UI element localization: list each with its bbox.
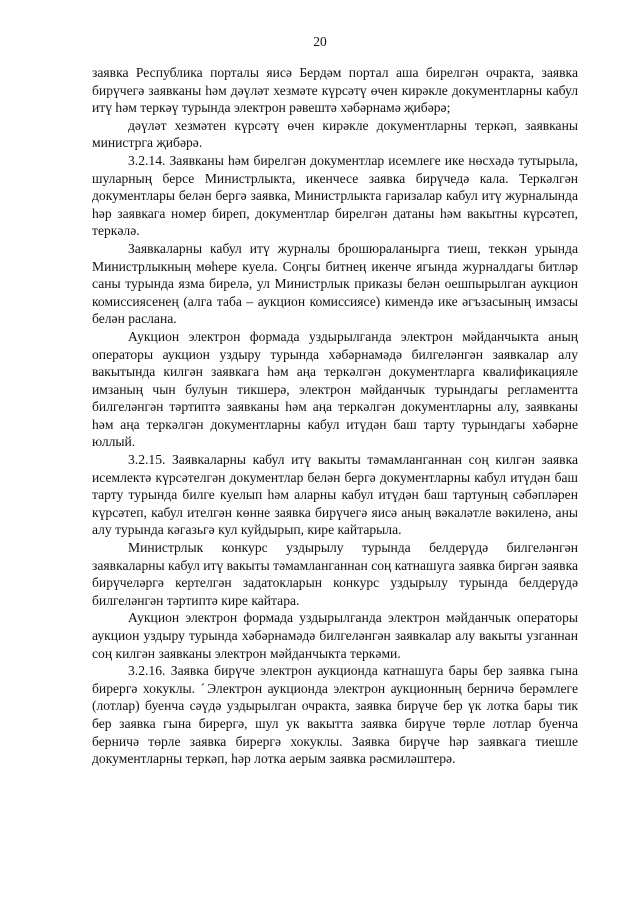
- paragraph-6: 3.2.15. Заявкаларны кабул итү вакыты тәмамланганнан соң килгән заявка исемлектә күрсәтелгән документлар белән бергә документларны кабул итүдән баш тарту турында билге куелып һәм аларны кабул итүдән баш тартуның сәбәпләрен күрсәтеп, кабул ителгән көнне заявка бирүчегә яисә аның вәкаләтле вәкиленә, аны алу турында кәгазьгә кул куйдырып, кире кайтарыла.: [92, 452, 578, 538]
- paragraph-9: 3.2.16. Заявка бирүче электрон аукционда катнашуга бары бер заявка гына бирергә хокуклы. ˊЭлектрон аукционда электрон аукционның берничә берәмлеге (лотлар) буенча сәүдә уздырылган очракта, заявка бирүче бер үк лотка бары тик бер заявка гына бирергә, шул ук вакытта заявка бирүче төрле лотлар буенча берничә төрле заявка бирергә хокуклы. Заявка бирүче һәр заявкага тиешле документларны теркәп, һәр лотка аерым заявка рәсмиләштерә.: [92, 663, 578, 767]
- paragraph-2: дәүләт хезмәтен күрсәтү өчен кирәкле документларны теркәп, заявканы министрга җибәрә.: [92, 117, 578, 151]
- paragraph-5: Аукцион электрон формада уздырылганда электрон мәйданчыкта аның операторы аукцион уздыру турында хәбәрнамәдә билгеләнгән заявкалар алу вакытында килгән заявкага һәм аңа теркәлгән документларга квалификацияле имзаның чын булуын тикшерә, электрон мәйданчык турындагы регламентта билгеләнгән тәртиптә заявканы һәм аңа теркәлгән документларны алу, заявканы һәм аңа теркәлгән документларны кабул итүдән баш тарту турындагы хәбәрне юллый.: [92, 328, 578, 450]
- document-body: [92, 64, 578, 768]
- paragraph-7: Министрлык конкурс уздырылу турында белдерүдә билгеләнгән заявкаларны кабул итү вакыты тәмамланганнан соң катнашуга заявка биргән заявка бирүчеләргә кертелгән задатокларын конкурс уздырылу турында белдерүдә билгеләнгән тәртиптә кире кайтара.: [92, 540, 579, 608]
- page-number: 20: [313, 34, 327, 49]
- paragraph-4: Заявкаларны кабул итү журналы брошюраланырга тиеш, теккән урында Министрлыкның мөһере куела. Соңгы битнең икенче ягында журналдагы битләр саны турында язма бирелә, ул Министрлык приказы белән оешпырылган аукцион комиссиясенең (алга таба – аукцион комиссиясе) кимендә ике әгъзасының имзасы белән раслана.: [92, 240, 578, 327]
- paragraph-8: Аукцион электрон формада уздырылганда электрон мәйданчык операторы аукцион уздыру турында хәбәрнамәдә билгеләнгән заявкалар алу вакыты узганнан соң килгән заявканы электрон мәйданчыкта теркәми.: [92, 610, 578, 661]
- paragraph-3: 3.2.14. Заявканы һәм бирелгән документлар исемлеге ике нөсхәдә тутырыла, шуларның берсе Министрлыкта, икенчесе заявка бирүчедә кала. Теркәлгән документлары белән бергә заявка, Министрлыкта гаризалар кабул итү журналында һәр заявкага номер биреп, документлар бирелгән датаны һәм вакытны күрсәтеп, теркәлә.: [92, 152, 578, 239]
- paragraph-1: заявка Республика порталы яисә Бердәм портал аша бирелгән очракта, заявка бирүчегә заявканы һәм дәүләт хезмәте күрсәтү өчен кирәкле документларны кабул итү һәм теркәү турында электрон рәвештә хәбәрнамә җибәрә;: [92, 65, 578, 116]
